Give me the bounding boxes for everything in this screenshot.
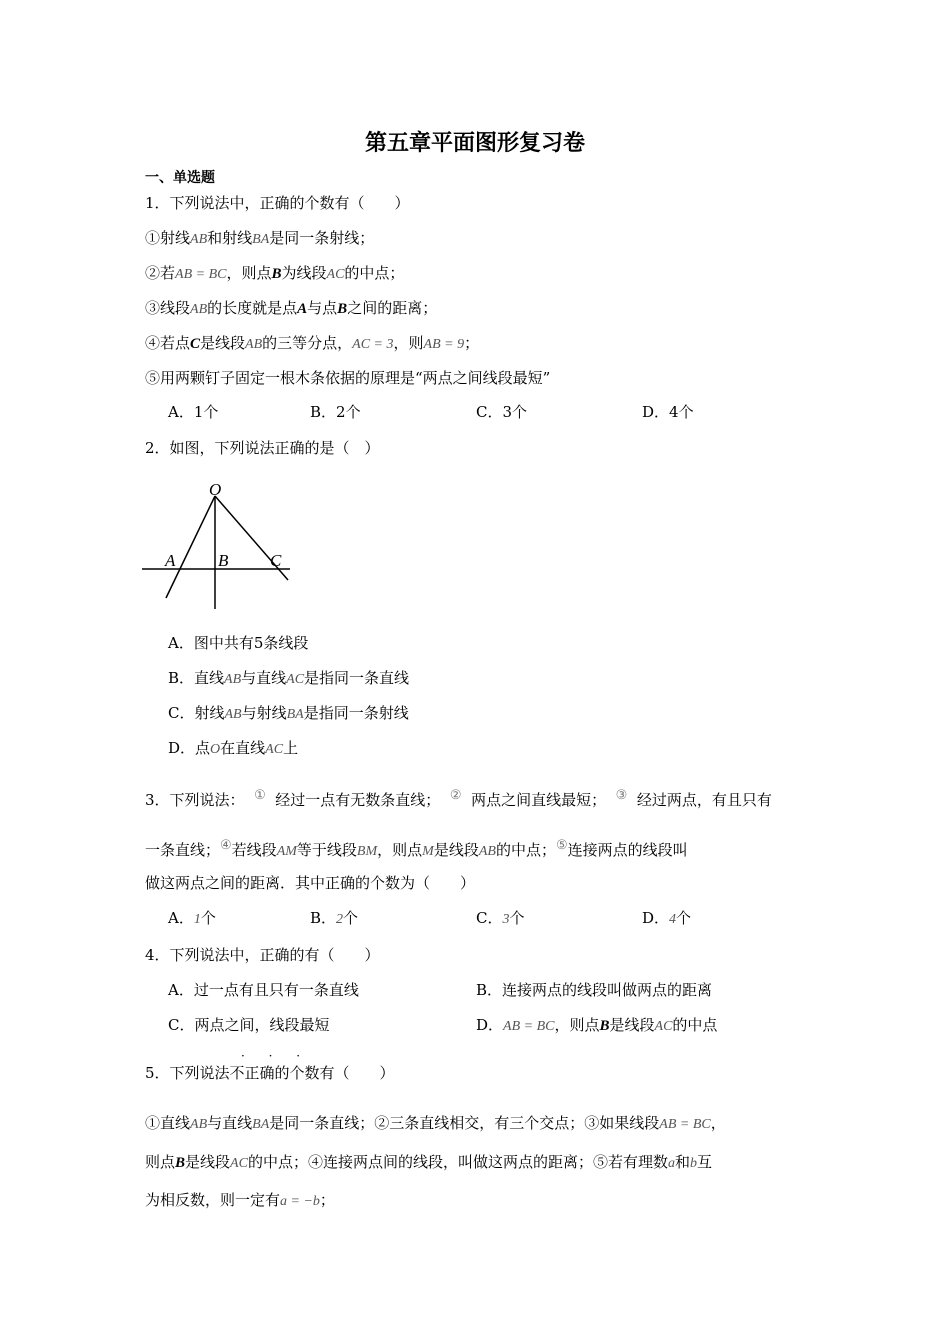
q1-statement-4: ④若点C是线段AB的三等分点，AC = 3，则AB = 9； [145, 334, 480, 352]
q2-option-b[interactable]: B．直线AB与直线AC是指同一条直线 [168, 669, 410, 687]
figure-label-c: C [270, 551, 282, 570]
q3-line-2: 一条直线；④若线段AM等于线段BM，则点M是线段AB的中点；⑤连接两点的线段叫 [145, 838, 688, 859]
q1-option-c[interactable]: C．3个 [476, 403, 528, 421]
q3-option-d[interactable]: D．4个 [642, 909, 692, 927]
q2-option-c[interactable]: C．射线AB与射线BA是指同一条射线 [168, 704, 409, 722]
q2-stem: 2．如图，下列说法正确的是（ ） [145, 439, 380, 457]
q1-statement-1: ①射线AB和射线BA是同一条射线； [145, 229, 375, 247]
q1-statement-2: ②若AB = BC，则点B为线段AC的中点； [145, 264, 405, 282]
q1-option-d[interactable]: D．4个 [642, 403, 694, 421]
q1-stem: 1．下列说法中，正确的个数有（ ） [145, 194, 410, 212]
q1-statement-5: ⑤用两颗钉子固定一根木条依据的原理是“两点之间线段最短” [145, 369, 551, 387]
page-title: 第五章平面图形复习卷 [364, 131, 585, 156]
q1-statement-3: ③线段AB的长度就是点A与点B之间的距离； [145, 299, 438, 317]
q4-stem: 4．下列说法中，正确的有（ ） [145, 946, 380, 964]
figure-label-o: O [209, 480, 222, 499]
figure-label-b: B [218, 551, 229, 570]
q2-option-d[interactable]: D．点O在直线AC上 [168, 739, 299, 757]
q5-line-2: 则点B是线段AC的中点；④连接两点间的线段，叫做这两点的距离；⑤若有理数a和b互 [145, 1153, 712, 1171]
q2-option-a[interactable]: A．图中共有5条线段 [168, 634, 309, 652]
q4-option-c[interactable]: C．两点之间，线段最短 [168, 1016, 330, 1034]
q3-option-a[interactable]: A．1个 [168, 909, 216, 927]
figure-ray-oa [166, 496, 215, 598]
q4-option-a[interactable]: A．过一点有且只有一条直线 [168, 981, 359, 999]
q4-option-b[interactable]: B．连接两点的线段叫做两点的距离 [476, 981, 713, 999]
q1-option-b[interactable]: B．2个 [310, 403, 361, 421]
q5-line-1: ①直线AB与直线BA是同一条直线；②三条直线相交，有三个交点；③如果线段AB = BC， [145, 1114, 726, 1132]
q3-option-c[interactable]: C．3个 [476, 909, 525, 927]
q3-line-1: 3．下列说法： ① 经过一点有无数条直线； ② 两点之间直线最短； ③ 经过两点，有且只有 [145, 788, 772, 809]
q1-option-a[interactable]: A．1个 [168, 403, 219, 421]
section-heading: 一、单选题 [145, 170, 215, 186]
q5-stem: 5．下列说法不正确的个数有（ ） [145, 1064, 395, 1082]
q2-geometry-figure [140, 478, 300, 613]
q5-line-3: 为相反数，则一定有a = −b； [145, 1191, 335, 1209]
q4-option-d[interactable]: D．AB = BC，则点B是线段AC的中点 [476, 1016, 718, 1034]
emphasis-dots: · · · [241, 1049, 311, 1063]
q3-line-3: 做这两点之间的距离．其中正确的个数为（ ） [145, 874, 476, 892]
q3-option-b[interactable]: B．2个 [310, 909, 359, 927]
figure-label-a: A [165, 551, 176, 570]
